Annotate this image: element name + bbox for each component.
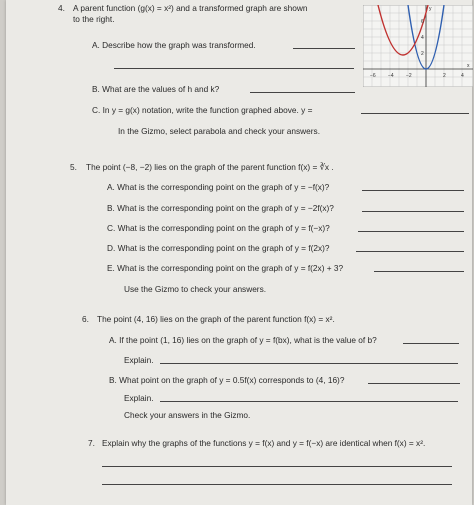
q6-b-explain-label: Explain. — [124, 393, 154, 403]
x-axis-label: x — [467, 63, 470, 69]
q6-part-a: A. If the point (1, 16) lies on the graph of y = f(bx), what is the value of b? — [109, 335, 377, 345]
q6-a-explain-label: Explain. — [124, 355, 154, 365]
q5-part-b: B. What is the corresponding point on the graph of y = −2f(x)? — [107, 203, 334, 213]
q5-number: 5. — [70, 162, 77, 172]
q4-stem-line2: to the right. — [73, 14, 115, 24]
worksheet-page — [6, 0, 472, 505]
parabola-graph — [363, 5, 473, 87]
y-tick-label: 4 — [421, 35, 424, 41]
q6-gizmo-instruction: Check your answers in the Gizmo. — [124, 410, 251, 420]
q4-stem-line1: A parent function (g(x) = x²) and a transformed graph are shown — [73, 3, 308, 13]
q7-answer-line-1[interactable] — [102, 466, 452, 467]
q4-part-c: C. In y = g(x) notation, write the function graphed above. y = — [92, 105, 313, 115]
q4-part-b: B. What are the values of h and k? — [92, 84, 220, 94]
q4-a-answer-line-2[interactable] — [114, 68, 354, 69]
q6-a-explain-line[interactable] — [160, 363, 458, 364]
q6-number: 6. — [82, 314, 89, 324]
q5-b-answer-line[interactable] — [362, 211, 464, 212]
x-tick-label: 2 — [443, 73, 446, 79]
q4-number: 4. — [58, 3, 65, 13]
q4-c-answer-line[interactable] — [361, 113, 469, 114]
q5-part-c: C. What is the corresponding point on the graph of y = f(−x)? — [107, 223, 330, 233]
q5-part-a: A. What is the corresponding point on the graph of y = −f(x)? — [107, 182, 330, 192]
q4-a-answer-line[interactable] — [293, 48, 355, 49]
q5-d-answer-line[interactable] — [356, 251, 464, 252]
q5-part-e: E. What is the corresponding point on the graph of y = f(2x) + 3? — [107, 263, 344, 273]
q5-a-answer-line[interactable] — [362, 190, 464, 191]
q4-part-a: A. Describe how the graph was transformed. — [92, 40, 256, 50]
x-tick-label: −2 — [406, 73, 412, 79]
x-tick-label: −6 — [370, 73, 376, 79]
x-tick-label: −4 — [388, 73, 394, 79]
q6-b-explain-line[interactable] — [160, 401, 458, 402]
y-axis-label: y — [429, 6, 432, 12]
q7-number: 7. — [88, 438, 95, 448]
q5-gizmo-instruction: Use the Gizmo to check your answers. — [124, 284, 267, 294]
q5-part-d: D. What is the corresponding point on the graph of y = f(2x)? — [107, 243, 330, 253]
q4-gizmo-instruction: In the Gizmo, select parabola and check your answers. — [118, 126, 320, 136]
q5-stem: The point (−8, −2) lies on the graph of the parent function f(x) = ∛x . — [86, 162, 334, 172]
q7-stem: Explain why the graphs of the functions y = f(x) and y = f(−x) are identical when f(x) = x². — [102, 438, 426, 448]
x-tick-label: 4 — [461, 73, 464, 79]
q4-b-answer-line[interactable] — [250, 92, 355, 93]
y-tick-label: 2 — [421, 51, 424, 57]
q6-a-answer-line[interactable] — [403, 343, 459, 344]
q6-stem: The point (4, 16) lies on the graph of the parent function f(x) = x². — [97, 314, 335, 324]
q6-part-b: B. What point on the graph of y = 0.5f(x) corresponds to (4, 16)? — [109, 375, 345, 385]
y-tick-label: 6 — [421, 19, 424, 25]
q5-c-answer-line[interactable] — [358, 231, 464, 232]
q7-answer-line-2[interactable] — [102, 484, 452, 485]
q5-e-answer-line[interactable] — [374, 271, 464, 272]
q6-b-answer-line[interactable] — [368, 383, 460, 384]
